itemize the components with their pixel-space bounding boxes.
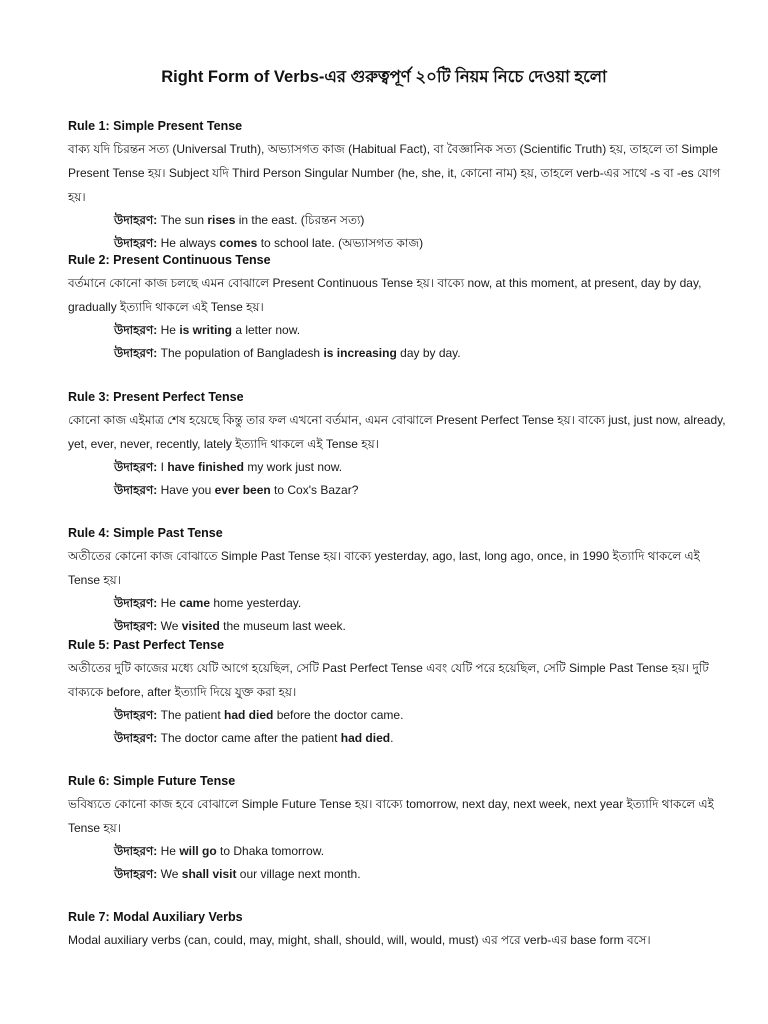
example-verb: is writing <box>179 323 232 337</box>
example-text: to school late. (অভ্যাসগত কাজ) <box>257 236 424 250</box>
example-text: The population of Bangladesh <box>160 346 324 360</box>
rule-5-section <box>68 636 728 750</box>
example-label: উদাহরণ: <box>114 619 158 633</box>
example-verb: ever been <box>214 483 271 497</box>
example-line <box>68 592 728 615</box>
example-text: to Cox's Bazar? <box>270 483 359 497</box>
example-text: to Dhaka tomorrow. <box>216 844 325 858</box>
example-label: উদাহরণ: <box>114 236 158 250</box>
example-line <box>68 615 728 638</box>
example-text: the museum last week. <box>219 619 346 633</box>
example-verb: visited <box>181 619 220 633</box>
example-text: . <box>390 731 394 745</box>
rule-heading: Rule 7: Modal Auxiliary Verbs <box>68 910 243 924</box>
example-line <box>68 209 728 232</box>
rule-3-section <box>68 388 728 502</box>
example-text: in the east. (চিরন্তন সত্য) <box>235 213 365 227</box>
rule-heading: Rule 2: Present Continuous Tense <box>68 253 271 267</box>
example-text: He <box>160 844 180 858</box>
example-verb: had died <box>340 731 391 745</box>
rule-1-section <box>68 117 728 255</box>
example-line <box>68 840 728 863</box>
example-text: He always <box>160 236 220 250</box>
rule-4-section <box>68 524 728 638</box>
example-text: We <box>160 619 182 633</box>
example-text: before the doctor came. <box>273 708 404 722</box>
rule-heading: Rule 5: Past Perfect Tense <box>68 638 225 652</box>
example-verb: is increasing <box>323 346 397 360</box>
example-text: day by day. <box>396 346 461 360</box>
example-verb: had died <box>224 708 274 722</box>
example-verb: came <box>179 596 211 610</box>
example-label: উদাহরণ: <box>114 346 158 360</box>
example-label: উদাহরণ: <box>114 460 158 474</box>
example-line <box>68 479 728 502</box>
example-text: The patient <box>160 708 225 722</box>
example-text: Have you <box>160 483 215 497</box>
rule-body: অতীতের দুটি কাজের মধ্যে যেটি আগে হয়েছিল, সেটি Past Perfect Tense এবং যেটি পরে হয়েছিল, সেটি Simple Past Tense হয়। দুটি বাক্যকে before, after ইত্যাদি দিয়ে যুক্ত করা হয়। <box>68 661 709 699</box>
rule-heading: Rule 6: Simple Future Tense <box>68 774 236 788</box>
example-text: The sun <box>160 213 208 227</box>
example-text: home yesterday. <box>210 596 302 610</box>
rule-body: বাক্য যদি চিরন্তন সত্য (Universal Truth), অভ্যাসগত কাজ (Habitual Fact), বা বৈজ্ঞানিক সত্য (Scientific Truth) হয়, তাহলে তা Simple Present Tense হয়। Subject যদি Third Person Singular Number (he, she, it, কোনো নাম) হয়, তাহলে verb-এর সাথে -s বা -es যোগ হয়। <box>68 142 721 204</box>
example-text: The doctor came after the patient <box>160 731 341 745</box>
example-line <box>68 863 728 886</box>
rule-body: অতীতের কোনো কাজ বোঝাতে Simple Past Tense হয়। বাক্যে yesterday, ago, last, long ago, once, in 1990 ইত্যাদি থাকলে এই Tense হয়। <box>68 549 700 587</box>
example-text: I <box>160 460 168 474</box>
example-text: He <box>160 323 180 337</box>
example-text: our village next month. <box>236 867 361 881</box>
example-text: We <box>160 867 182 881</box>
example-verb: shall visit <box>181 867 237 881</box>
example-line <box>68 319 728 342</box>
example-line <box>68 704 728 727</box>
example-verb: rises <box>207 213 236 227</box>
example-label: উদাহরণ: <box>114 844 158 858</box>
rule-7-section <box>68 908 728 952</box>
rule-heading: Rule 4: Simple Past Tense <box>68 526 223 540</box>
example-label: উদাহরণ: <box>114 323 158 337</box>
example-label: উদাহরণ: <box>114 483 158 497</box>
example-verb: comes <box>219 236 258 250</box>
example-label: উদাহরণ: <box>114 867 158 881</box>
example-verb: will go <box>179 844 217 858</box>
example-text: a letter now. <box>232 323 301 337</box>
example-text: my work just now. <box>244 460 343 474</box>
rule-body: Modal auxiliary verbs (can, could, may, might, shall, should, will, would, must) এর পরে verb-এর base form বসে। <box>68 933 651 947</box>
example-line <box>68 456 728 479</box>
rule-2-section <box>68 251 728 365</box>
rule-6-section <box>68 772 728 886</box>
example-label: উদাহরণ: <box>114 596 158 610</box>
rule-body: ভবিষ্যতে কোনো কাজ হবে বোঝালে Simple Future Tense হয়। বাক্যে tomorrow, next day, next week, next year ইত্যাদি থাকলে এই Tense হয়। <box>68 797 714 835</box>
example-label: উদাহরণ: <box>114 213 158 227</box>
example-label: উদাহরণ: <box>114 731 158 745</box>
example-text: He <box>160 596 180 610</box>
example-line <box>68 342 728 365</box>
page-title: Right Form of Verbs-এর গুরুত্বপূর্ণ ২০টি নিয়ম নিচে দেওয়া হলো <box>161 68 607 86</box>
rule-heading: Rule 3: Present Perfect Tense <box>68 390 244 404</box>
rule-heading: Rule 1: Simple Present Tense <box>68 119 243 133</box>
example-verb: have finished <box>167 460 244 474</box>
example-line <box>68 727 728 750</box>
example-label: উদাহরণ: <box>114 708 158 722</box>
rule-body: কোনো কাজ এইমাত্র শেষ হয়েছে কিন্তু তার ফল এখনো বর্তমান, এমন বোঝালে Present Perfect Tense হয়। বাক্যে just, just now, already, yet, ever, never, recently, lately ইত্যাদি থাকলে এই Tense হয়। <box>68 413 726 451</box>
rule-body: বর্তমানে কোনো কাজ চলছে এমন বোঝালে Present Continuous Tense হয়। বাক্যে now, at this moment, at present, day by day, gradually ইত্যাদি থাকলে এই Tense হয়। <box>68 276 702 314</box>
